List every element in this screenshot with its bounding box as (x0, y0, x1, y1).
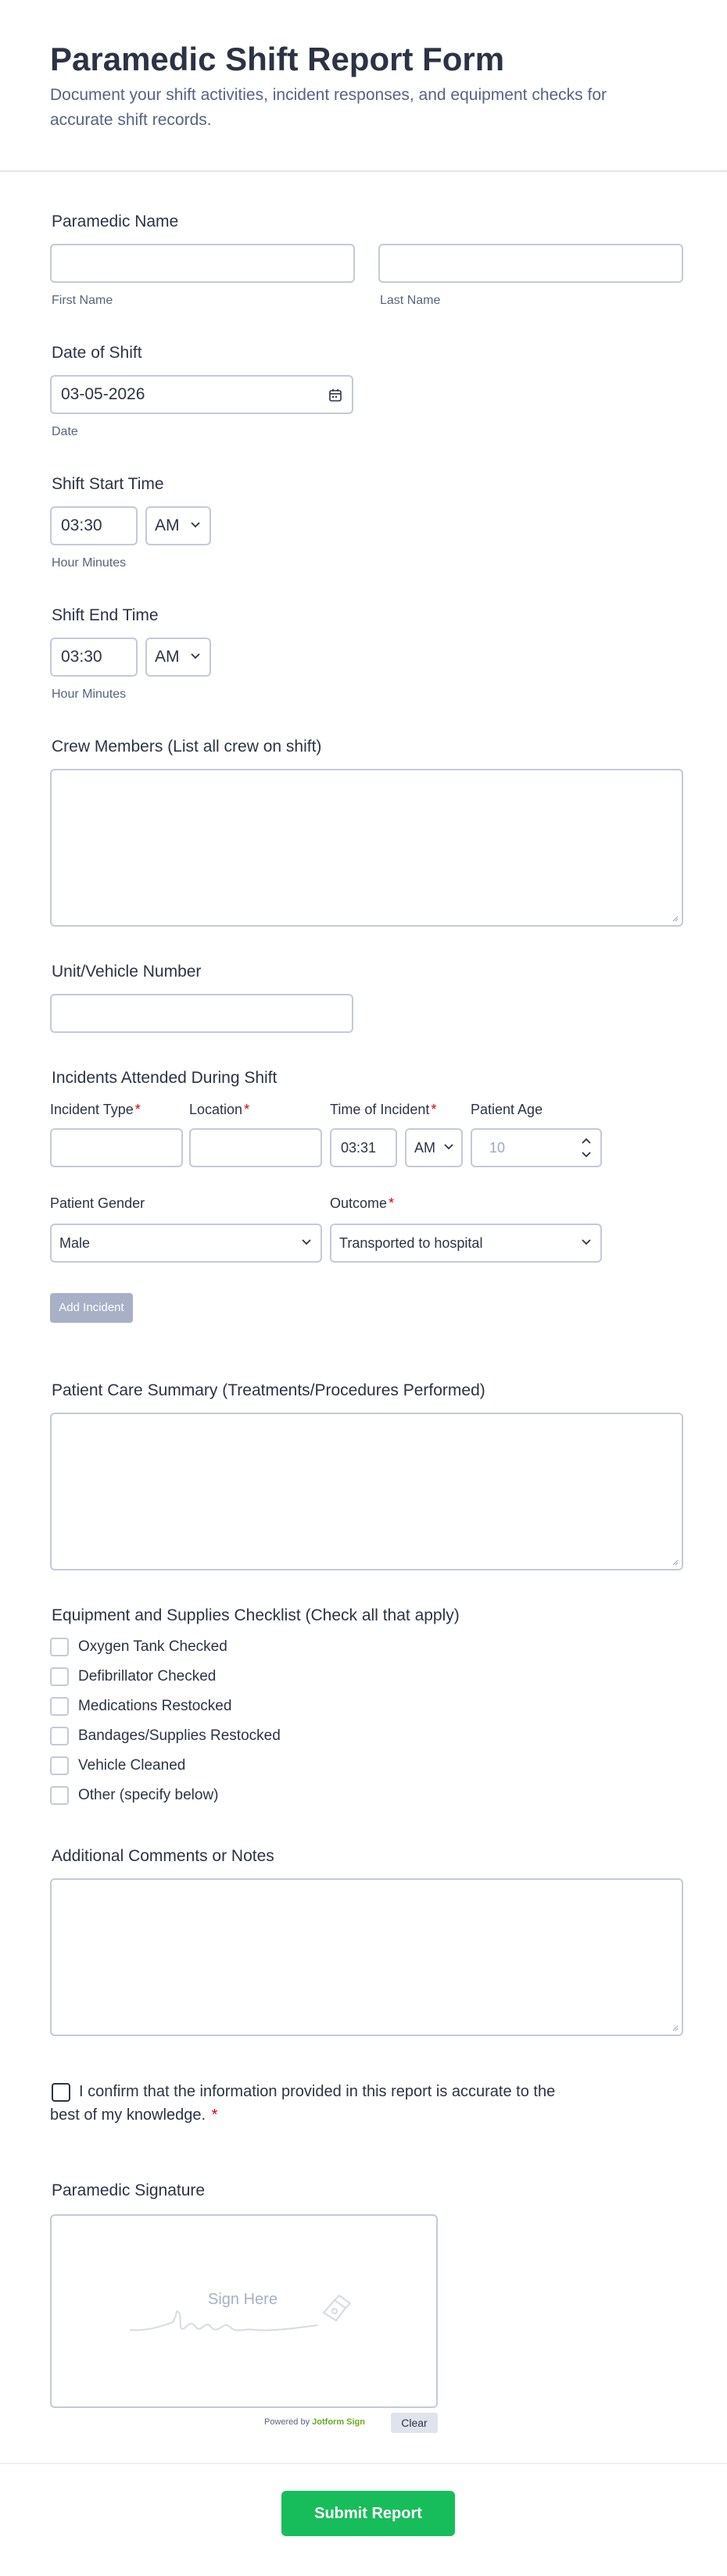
patient-gender-value: Male (59, 1235, 91, 1251)
end-time-sublabel: Hour Minutes (52, 688, 127, 701)
number-stepper-icon[interactable] (582, 1137, 591, 1159)
outcome-value: Transported to hospital (339, 1235, 483, 1251)
incident-ampm-select[interactable] (405, 1128, 463, 1167)
incident-time-label (330, 1102, 436, 1118)
submit-button[interactable]: Submit Report (281, 2491, 455, 2536)
required-mark: * (431, 1102, 437, 1117)
end-time-input[interactable]: 03:30 (50, 638, 138, 677)
patient-gender-label: Patient Gender (50, 1195, 145, 1211)
equipment-option-label[interactable]: Other (specify below) (78, 1787, 219, 1803)
date-label: Date of Shift (52, 344, 142, 362)
comments-textarea[interactable] (50, 1878, 683, 2036)
clear-signature-button[interactable]: Clear (391, 2413, 438, 2433)
incident-time-text: Time of Incident (330, 1102, 430, 1117)
incident-time-input[interactable]: 03:31 (330, 1128, 397, 1167)
signature-scribble-icon (130, 2291, 356, 2338)
signature-pad[interactable] (50, 2214, 438, 2408)
required-mark: * (211, 2106, 218, 2124)
chevron-down-icon (191, 522, 200, 528)
unit-label: Unit/Vehicle Number (52, 963, 202, 981)
start-time-label: Shift Start Time (52, 475, 164, 493)
resize-grip-icon[interactable] (671, 914, 679, 922)
incident-type-input[interactable] (50, 1128, 183, 1167)
incident-type-label (50, 1102, 141, 1118)
first-name-sublabel: First Name (52, 294, 113, 307)
confirm-line1: I confirm that the information provided in this report is accurate to the (79, 2083, 556, 2100)
footer-divider (0, 2463, 727, 2464)
equipment-option-label[interactable]: Bandages/Supplies Restocked (78, 1727, 281, 1744)
equipment-option-label[interactable]: Oxygen Tank Checked (78, 1638, 227, 1655)
form-title: Paramedic Shift Report Form (50, 41, 505, 77)
equipment-checkbox[interactable] (50, 1756, 69, 1775)
last-name-sublabel: Last Name (380, 294, 441, 307)
signature-placeholder: Sign Here (208, 2291, 278, 2308)
incidents-label: Incidents Attended During Shift (52, 1069, 278, 1087)
start-time-sublabel: Hour Minutes (52, 556, 127, 570)
powered-prefix: Powered by (264, 2417, 310, 2427)
first-name-input[interactable] (50, 244, 355, 283)
end-ampm-select[interactable] (145, 638, 211, 677)
location-text: Location (189, 1102, 243, 1117)
resize-grip-icon[interactable] (671, 1558, 679, 1566)
comments-label: Additional Comments or Notes (52, 1847, 274, 1865)
equipment-option-label[interactable]: Vehicle Cleaned (78, 1757, 186, 1774)
signature-label: Paramedic Signature (52, 2181, 206, 2199)
outcome-label (330, 1195, 394, 1212)
date-sublabel: Date (52, 425, 78, 438)
end-ampm-value: AM (155, 648, 180, 666)
start-time-input[interactable]: 03:30 (50, 506, 138, 545)
resize-grip-icon[interactable] (671, 2024, 679, 2031)
unit-input[interactable] (50, 994, 353, 1033)
add-incident-button[interactable]: Add Incident (50, 1293, 133, 1323)
equipment-checkbox[interactable] (50, 1697, 69, 1716)
powered-by (264, 2417, 365, 2427)
confirm-line2 (50, 2106, 217, 2124)
equipment-option-label[interactable]: Medications Restocked (78, 1698, 232, 1714)
equipment-option-label[interactable]: Defibrillator Checked (78, 1668, 217, 1685)
start-ampm-value: AM (155, 516, 180, 534)
patient-age-input[interactable] (471, 1128, 602, 1167)
required-mark: * (134, 1102, 141, 1117)
end-time-label: Shift End Time (52, 606, 159, 624)
incident-type-text: Incident Type (50, 1102, 134, 1117)
chevron-down-icon (444, 1144, 453, 1150)
confirm-checkbox[interactable] (52, 2083, 70, 2102)
patient-gender-select[interactable] (50, 1224, 322, 1263)
form-header (0, 0, 727, 172)
outcome-select[interactable] (330, 1224, 602, 1263)
jotform-sign-brand: Jotform Sign (312, 2417, 365, 2427)
equipment-checkbox[interactable] (50, 1786, 69, 1805)
name-label: Paramedic Name (52, 213, 179, 230)
chevron-down-icon (302, 1239, 311, 1245)
date-value: 03-05-2026 (61, 385, 145, 403)
equipment-checkbox[interactable] (50, 1638, 69, 1656)
patient-age-label: Patient Age (471, 1102, 543, 1117)
care-label: Patient Care Summary (Treatments/Procedures Performed) (52, 1381, 485, 1399)
chevron-down-icon (191, 653, 200, 659)
outcome-text: Outcome (330, 1195, 388, 1211)
crew-label: Crew Members (List all crew on shift) (52, 738, 322, 756)
location-label (189, 1102, 249, 1118)
crew-textarea[interactable] (50, 769, 683, 927)
equipment-checkbox[interactable] (50, 1727, 69, 1745)
incident-ampm-value: AM (414, 1140, 435, 1156)
required-mark: * (244, 1102, 250, 1117)
equipment-checkbox[interactable] (50, 1667, 69, 1686)
start-ampm-select[interactable] (145, 506, 211, 545)
last-name-input[interactable] (378, 244, 683, 283)
location-input[interactable] (189, 1128, 322, 1167)
calendar-icon[interactable] (328, 388, 342, 402)
date-input[interactable] (50, 375, 353, 414)
confirm-line2-text: best of my knowledge. (50, 2106, 206, 2124)
chevron-down-icon (582, 1239, 591, 1245)
patient-age-placeholder: 10 (489, 1140, 506, 1156)
equipment-label: Equipment and Supplies Checklist (Check all that apply) (52, 1606, 460, 1624)
form-subtitle: Document your shift activities, incident responses, and equipment checks for accurate shift records. (50, 86, 607, 129)
care-textarea[interactable] (50, 1413, 683, 1570)
required-mark: * (389, 1195, 395, 1211)
